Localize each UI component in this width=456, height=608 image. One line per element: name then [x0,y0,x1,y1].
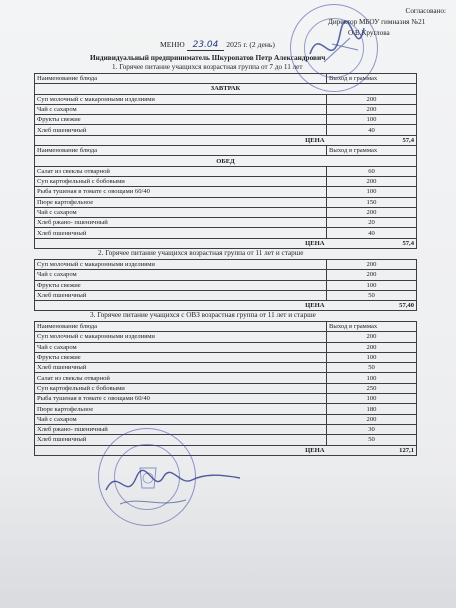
portion-grams: Выход в граммах [327,146,417,156]
portion-grams: 200 [327,94,417,104]
dish-name: Хлеб ржано- пшеничный [35,424,327,434]
portion-grams: 200 [327,270,417,280]
table-row [35,280,417,290]
dish-name: Хлеб пшеничный [35,363,327,373]
meal-subheader-row [35,156,417,166]
portion-grams: 100 [327,373,417,383]
dish-name: Фрукты свежие [35,280,327,290]
section-3-title: 3. Горячее питание учащихся с ОВЗ возрастная группа от 11 лет и старше [90,311,316,319]
price-label: ЦЕНА [35,238,327,248]
top-seal-signature-scribble [290,4,378,92]
menu-date-line [160,40,275,50]
table-header-row [35,146,417,156]
dish-name: Чай с сахаром [35,342,327,352]
section-1-table [34,73,417,249]
table-row [35,207,417,217]
price-row [35,135,417,145]
table-row [35,342,417,352]
dish-name: Пюре картофельное [35,404,327,414]
price-label: ЦЕНА [35,301,327,311]
table-row [35,228,417,238]
dish-name: Фрукты свежие [35,352,327,362]
table-row [35,424,417,434]
menu-date-handwritten: 23.04 [187,40,225,51]
section-2-title: 2. Горячее питание учащихся возрастная группа от 11 лет и старше [98,249,304,257]
portion-grams: 50 [327,290,417,300]
dish-name: Наименование блюда [35,74,327,84]
portion-grams: 200 [327,176,417,186]
portion-grams: 40 [327,228,417,238]
dish-name: Хлеб ржано- пшеничный [35,218,327,228]
page-shadow [0,470,456,608]
portion-grams: 200 [327,260,417,270]
table-row [35,373,417,383]
price-value: 57,4 [327,135,417,145]
dish-name: Чай с сахаром [35,104,327,114]
table-row [35,125,417,135]
table-row [35,104,417,114]
approval-title: Согласовано: [405,7,446,15]
dish-name: Чай с сахаром [35,207,327,217]
portion-grams: 200 [327,414,417,424]
table-row [35,115,417,125]
portion-grams: 250 [327,383,417,393]
table-row [35,363,417,373]
table-row [35,435,417,445]
approval-position: Директор МБОУ гимназия №21 [328,18,426,26]
dish-name: Суп картофельный с бобовыми [35,383,327,393]
table-row [35,270,417,280]
table-row [35,352,417,362]
portion-grams: 200 [327,104,417,114]
menu-suffix: 2025 г. (2 день) [226,40,275,49]
portion-grams: Выход в граммах [327,322,417,332]
table-row [35,176,417,186]
price-value: 57,4 [327,238,417,248]
dish-name: Рыба тушеная в томате с овощами 60/40 [35,394,327,404]
dish-name: Пюре картофельное [35,197,327,207]
table-row [35,260,417,270]
dish-name: Хлеб пшеничный [35,290,327,300]
dish-name: Чай с сахаром [35,414,327,424]
dish-name: Наименование блюда [35,322,327,332]
dish-name: Рыба тушеная в томате с овощами 60/40 [35,187,327,197]
dish-name: Чай с сахаром [35,270,327,280]
price-row [35,445,417,455]
portion-grams: 100 [327,187,417,197]
table-row [35,404,417,414]
top-seal-stamp [290,4,378,92]
portion-grams: 20 [327,218,417,228]
portion-grams: 100 [327,280,417,290]
portion-grams: 40 [327,125,417,135]
table-row [35,290,417,300]
dish-name: Наименование блюда [35,146,327,156]
portion-grams: 100 [327,115,417,125]
dish-name: Салат из свеклы отварной [35,373,327,383]
table-row [35,166,417,176]
table-row [35,394,417,404]
meal-name: ОБЕД [35,156,417,166]
approval-person: О.В.Круглова [348,29,390,37]
price-value: 127,1 [327,445,417,455]
table-row [35,383,417,393]
table-row [35,94,417,104]
dish-name: Суп молочный с макаронными изделиями [35,260,327,270]
section-1-title: 1. Горячее питание учащихся возрастная группа от 7 до 11 лет [112,63,303,71]
table-row [35,414,417,424]
menu-prefix: МЕНЮ [160,40,185,49]
portion-grams: 200 [327,342,417,352]
portion-grams: 180 [327,404,417,414]
price-label: ЦЕНА [35,445,327,455]
portion-grams: Выход в граммах [327,74,417,84]
meal-name: ЗАВТРАК [35,84,417,94]
price-label: ЦЕНА [35,135,327,145]
portion-grams: 200 [327,332,417,342]
section-3-table [34,321,417,456]
dish-name: Суп молочный с макаронными изделиями [35,332,327,342]
section-2-table [34,259,417,311]
table-row [35,187,417,197]
dish-name: Хлеб пшеничный [35,125,327,135]
dish-name: Хлеб пшеничный [35,435,327,445]
dish-name: Салат из свеклы отварной [35,166,327,176]
portion-grams: 30 [327,424,417,434]
table-row [35,218,417,228]
price-row [35,238,417,248]
portion-grams: 100 [327,352,417,362]
portion-grams: 150 [327,197,417,207]
price-value: 57,40 [327,301,417,311]
dish-name: Фрукты свежие [35,115,327,125]
portion-grams: 100 [327,394,417,404]
portion-grams: 200 [327,207,417,217]
table-header-row [35,322,417,332]
portion-grams: 50 [327,363,417,373]
dish-name: Суп картофельный с бобовыми [35,176,327,186]
table-row [35,332,417,342]
price-row [35,301,417,311]
portion-grams: 60 [327,166,417,176]
entrepreneur-name: Индивидуальный предприниматель Шкуропатов Петр Александрович [90,53,326,62]
portion-grams: 50 [327,435,417,445]
dish-name: Суп молочный с макаронными изделиями [35,94,327,104]
dish-name: Хлеб пшеничный [35,228,327,238]
table-row [35,197,417,207]
